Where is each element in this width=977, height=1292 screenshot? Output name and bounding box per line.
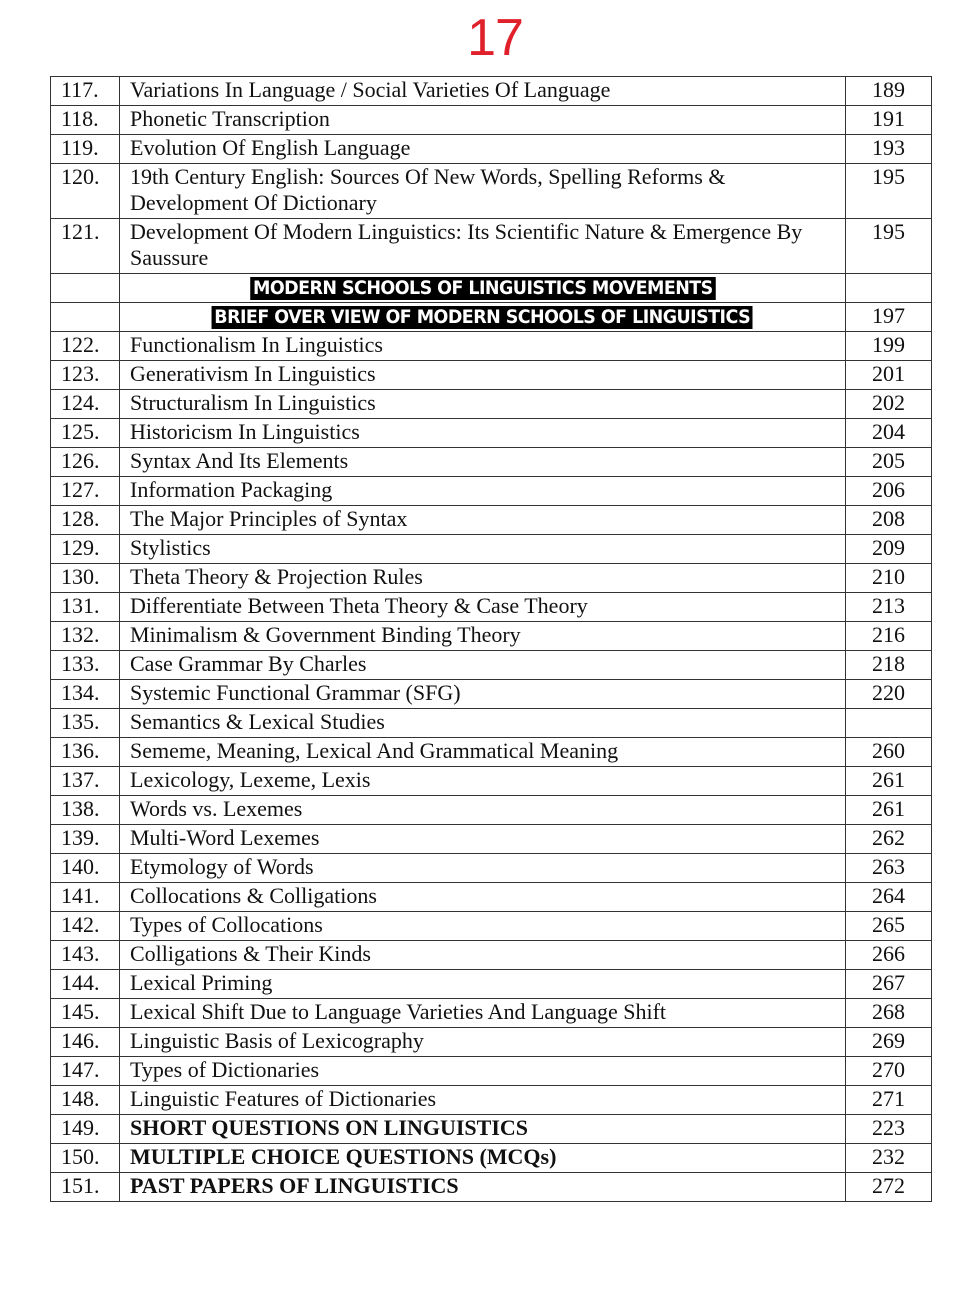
- entry-title: Variations In Language / Social Varieties Of Language: [120, 77, 846, 106]
- entry-number: 126.: [51, 448, 120, 477]
- toc-row: [51, 1028, 932, 1057]
- entry-page-number: 270: [846, 1057, 932, 1086]
- toc-row: [51, 1057, 932, 1086]
- section-heading-cell: [120, 274, 846, 303]
- toc-row: [51, 680, 932, 709]
- entry-number: 127.: [51, 477, 120, 506]
- entry-number: 135.: [51, 709, 120, 738]
- entry-title: Types of Collocations: [120, 912, 846, 941]
- entry-number: [51, 303, 120, 332]
- entry-number: 131.: [51, 593, 120, 622]
- entry-page-number: 193: [846, 135, 932, 164]
- section-heading: MODERN SCHOOLS OF LINGUISTICS MOVEMENTS: [250, 277, 715, 300]
- entry-number: 150.: [51, 1144, 120, 1173]
- section-heading-row: [51, 303, 932, 332]
- entry-page-number: 191: [846, 106, 932, 135]
- entry-number: 119.: [51, 135, 120, 164]
- toc-row: [51, 106, 932, 135]
- entry-title: Development Of Modern Linguistics: Its Scientific Nature & Emergence By Saussure: [120, 219, 846, 274]
- toc-row: [51, 767, 932, 796]
- entry-page-number: 195: [846, 219, 932, 274]
- entry-number: 118.: [51, 106, 120, 135]
- entry-page-number: 263: [846, 854, 932, 883]
- entry-page-number: 264: [846, 883, 932, 912]
- entry-number: 145.: [51, 999, 120, 1028]
- entry-title: Case Grammar By Charles: [120, 651, 846, 680]
- entry-number: 132.: [51, 622, 120, 651]
- entry-title: Information Packaging: [120, 477, 846, 506]
- entry-number: 134.: [51, 680, 120, 709]
- entry-number: 136.: [51, 738, 120, 767]
- entry-page-number: 269: [846, 1028, 932, 1057]
- entry-title: The Major Principles of Syntax: [120, 506, 846, 535]
- toc-row: [51, 219, 932, 274]
- entry-title: Lexicology, Lexeme, Lexis: [120, 767, 846, 796]
- toc-row: [51, 390, 932, 419]
- entry-number: 144.: [51, 970, 120, 999]
- toc-row: [51, 796, 932, 825]
- entry-page-number: 205: [846, 448, 932, 477]
- entry-number: 129.: [51, 535, 120, 564]
- entry-title: Collocations & Colligations: [120, 883, 846, 912]
- entry-number: 140.: [51, 854, 120, 883]
- entry-title: Phonetic Transcription: [120, 106, 846, 135]
- toc-row: [51, 77, 932, 106]
- toc-row: [51, 709, 932, 738]
- entry-title: Structuralism In Linguistics: [120, 390, 846, 419]
- entry-title: Historicism In Linguistics: [120, 419, 846, 448]
- toc-body: [51, 77, 932, 1202]
- entry-page-number: 197: [846, 303, 932, 332]
- entry-title: Multi-Word Lexemes: [120, 825, 846, 854]
- entry-page-number: 202: [846, 390, 932, 419]
- entry-page-number: 216: [846, 622, 932, 651]
- entry-page-number: 232: [846, 1144, 932, 1173]
- toc-row: [51, 970, 932, 999]
- entry-page-number: 268: [846, 999, 932, 1028]
- entry-page-number: 199: [846, 332, 932, 361]
- toc-row: [51, 1173, 932, 1202]
- entry-number: 148.: [51, 1086, 120, 1115]
- entry-title: Words vs. Lexemes: [120, 796, 846, 825]
- entry-page-number: 220: [846, 680, 932, 709]
- entry-page-number: 267: [846, 970, 932, 999]
- entry-title: 19th Century English: Sources Of New Words, Spelling Reforms & Development Of Dictionary: [120, 164, 846, 219]
- toc-row: [51, 999, 932, 1028]
- entry-number: 121.: [51, 219, 120, 274]
- section-heading-row: [51, 274, 932, 303]
- entry-number: 133.: [51, 651, 120, 680]
- entry-number: 122.: [51, 332, 120, 361]
- toc-row: [51, 506, 932, 535]
- entry-page-number: [846, 274, 932, 303]
- entry-page-number: 189: [846, 77, 932, 106]
- entry-page-number: 272: [846, 1173, 932, 1202]
- toc-row: [51, 477, 932, 506]
- toc-row: [51, 738, 932, 767]
- entry-page-number: 213: [846, 593, 932, 622]
- entry-number: 128.: [51, 506, 120, 535]
- entry-title: Colligations & Their Kinds: [120, 941, 846, 970]
- entry-title: Systemic Functional Grammar (SFG): [120, 680, 846, 709]
- entry-number: 117.: [51, 77, 120, 106]
- entry-number: 146.: [51, 1028, 120, 1057]
- entry-page-number: 261: [846, 796, 932, 825]
- toc-row: [51, 941, 932, 970]
- entry-number: 143.: [51, 941, 120, 970]
- entry-page-number: 210: [846, 564, 932, 593]
- entry-title: Lexical Priming: [120, 970, 846, 999]
- entry-number: 149.: [51, 1115, 120, 1144]
- entry-number: 139.: [51, 825, 120, 854]
- entry-page-number: 195: [846, 164, 932, 219]
- toc-row: [51, 622, 932, 651]
- entry-page-number: [846, 709, 932, 738]
- toc-row: [51, 361, 932, 390]
- toc-row: [51, 164, 932, 219]
- toc-row: [51, 1115, 932, 1144]
- entry-number: 141.: [51, 883, 120, 912]
- entry-title: SHORT QUESTIONS ON LINGUISTICS: [120, 1115, 846, 1144]
- entry-page-number: 271: [846, 1086, 932, 1115]
- section-heading-cell: [120, 303, 846, 332]
- entry-title: PAST PAPERS OF LINGUISTICS: [120, 1173, 846, 1202]
- section-heading: BRIEF OVER VIEW OF MODERN SCHOOLS OF LINGUISTICS: [212, 306, 753, 329]
- entry-title: Generativism In Linguistics: [120, 361, 846, 390]
- entry-title: Stylistics: [120, 535, 846, 564]
- entry-page-number: 266: [846, 941, 932, 970]
- entry-title: Linguistic Basis of Lexicography: [120, 1028, 846, 1057]
- entry-title: Evolution Of English Language: [120, 135, 846, 164]
- toc-row: [51, 651, 932, 680]
- entry-page-number: 262: [846, 825, 932, 854]
- entry-page-number: 261: [846, 767, 932, 796]
- toc-row: [51, 1144, 932, 1173]
- toc-row: [51, 419, 932, 448]
- entry-page-number: 218: [846, 651, 932, 680]
- entry-title: Syntax And Its Elements: [120, 448, 846, 477]
- entry-page-number: 260: [846, 738, 932, 767]
- entry-number: 125.: [51, 419, 120, 448]
- toc-row: [51, 332, 932, 361]
- entry-title: Linguistic Features of Dictionaries: [120, 1086, 846, 1115]
- entry-page-number: 208: [846, 506, 932, 535]
- toc-row: [51, 825, 932, 854]
- toc-row: [51, 448, 932, 477]
- entry-title: Theta Theory & Projection Rules: [120, 564, 846, 593]
- entry-title: Sememe, Meaning, Lexical And Grammatical Meaning: [120, 738, 846, 767]
- entry-number: 137.: [51, 767, 120, 796]
- entry-number: 123.: [51, 361, 120, 390]
- entry-title: Lexical Shift Due to Language Varieties And Language Shift: [120, 999, 846, 1028]
- entry-title: Types of Dictionaries: [120, 1057, 846, 1086]
- entry-page-number: 206: [846, 477, 932, 506]
- toc-row: [51, 535, 932, 564]
- entry-title: MULTIPLE CHOICE QUESTIONS (MCQs): [120, 1144, 846, 1173]
- entry-number: 138.: [51, 796, 120, 825]
- entry-number: [51, 274, 120, 303]
- entry-page-number: 265: [846, 912, 932, 941]
- entry-page-number: 204: [846, 419, 932, 448]
- entry-number: 120.: [51, 164, 120, 219]
- entry-number: 142.: [51, 912, 120, 941]
- toc-row: [51, 135, 932, 164]
- entry-title: Functionalism In Linguistics: [120, 332, 846, 361]
- entry-number: 147.: [51, 1057, 120, 1086]
- entry-title: Differentiate Between Theta Theory & Case Theory: [120, 593, 846, 622]
- page-number: 17: [467, 9, 523, 67]
- entry-number: 124.: [51, 390, 120, 419]
- entry-title: Minimalism & Government Binding Theory: [120, 622, 846, 651]
- toc-row: [51, 883, 932, 912]
- entry-number: 130.: [51, 564, 120, 593]
- entry-page-number: 209: [846, 535, 932, 564]
- toc-row: [51, 564, 932, 593]
- entry-page-number: 223: [846, 1115, 932, 1144]
- toc-row: [51, 854, 932, 883]
- toc-row: [51, 912, 932, 941]
- table-of-contents: [50, 76, 932, 1202]
- entry-page-number: 201: [846, 361, 932, 390]
- toc-row: [51, 593, 932, 622]
- entry-title: Etymology of Words: [120, 854, 846, 883]
- entry-title: Semantics & Lexical Studies: [120, 709, 846, 738]
- toc-row: [51, 1086, 932, 1115]
- entry-number: 151.: [51, 1173, 120, 1202]
